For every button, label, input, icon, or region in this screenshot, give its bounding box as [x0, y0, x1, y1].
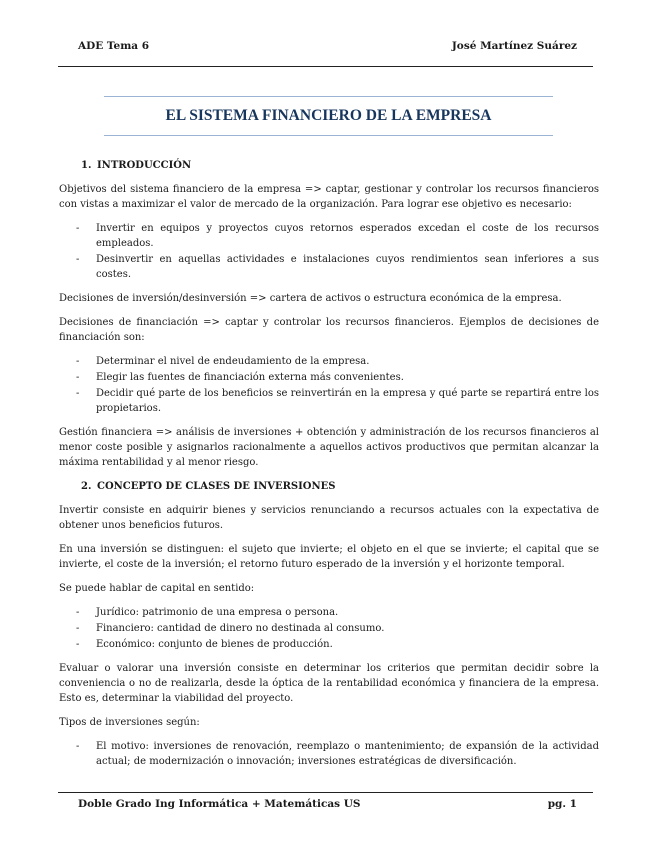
- section-title: CONCEPTO DE CLASES DE INVERSIONES: [97, 481, 336, 492]
- list-item: - El motivo: inversiones de renovación, reemplazo o mantenimiento; de expansión de la actividad actual; de modernización o innovación; inversiones estratégicas de diversificación.: [59, 739, 599, 769]
- paragraph: Objetivos del sistema financiero de la empresa => captar, gestionar y controlar los recursos financieros con vistas a maximizar el valor de mercado de la organización. Para lograr ese objetivo es necesario:: [59, 184, 599, 210]
- section-title: INTRODUCCIÓN: [97, 160, 192, 171]
- header-rule: [58, 66, 593, 67]
- page-number: pg. 1: [547, 798, 577, 810]
- bullet-list: [59, 739, 599, 769]
- section-number: 2.: [81, 481, 92, 492]
- paragraph: Gestión financiera => análisis de inversiones + obtención y administración de los recursos financieros al menor coste posible y asignarlos racionalmente a aquellos activos productivos que permitan alcanzar la máxima rentabilidad y al menor riesgo.: [59, 427, 599, 468]
- bullet-list: [59, 221, 599, 282]
- document-body: [59, 158, 599, 778]
- section-heading-introduccion: [81, 158, 599, 173]
- title-text: EL SISTEMA FINANCIERO DE LA EMPRESA: [165, 107, 492, 124]
- section-heading-inversiones: [81, 479, 599, 494]
- footer-degree: Doble Grado Ing Informática + Matemáticas US: [78, 798, 361, 810]
- section-number: 1.: [81, 160, 92, 171]
- bullet-list: [59, 354, 599, 416]
- document-title: [104, 96, 553, 136]
- list-item: - Invertir en equipos y proyectos cuyos retornos esperados excedan el coste de los recursos empleados.: [59, 221, 599, 251]
- bullet-list: [59, 605, 599, 652]
- header-author: José Martínez Suárez: [451, 40, 577, 52]
- list-item: - Económico: conjunto de bienes de producción.: [59, 637, 599, 652]
- page-footer: [78, 798, 577, 810]
- list-item: - Financiero: cantidad de dinero no destinada al consumo.: [59, 621, 599, 636]
- paragraph: Decisiones de financiación => captar y controlar los recursos financieros. Ejemplos de decisiones de financiación son:: [59, 317, 599, 343]
- footer-rule: [58, 792, 593, 793]
- page-header: [78, 40, 577, 52]
- paragraph: Evaluar o valorar una inversión consiste en determinar los criterios que permitan decidir sobre la conveniencia o no de realizarla, desde la óptica de la rentabilidad económica y financiera de la empresa. Esto es, determinar la viabilidad del proyecto.: [59, 663, 599, 704]
- list-item: - Jurídico: patrimonio de una empresa o persona.: [59, 605, 599, 620]
- paragraph: Tipos de inversiones según:: [59, 717, 200, 728]
- paragraph: Se puede hablar de capital en sentido:: [59, 583, 255, 594]
- list-item: - Decidir qué parte de los beneficios se reinvertirán en la empresa y qué parte se repartirá entre los propietarios.: [59, 386, 599, 416]
- paragraph: En una inversión se distinguen: el sujeto que invierte; el objeto en el que se invierte; el capital que se invierte, el coste de la inversión; el retorno futuro esperado de la inversión y el horizonte temporal.: [59, 544, 599, 570]
- paragraph: Decisiones de inversión/desinversión => cartera de activos o estructura económica de la empresa.: [59, 293, 562, 304]
- header-course: ADE Tema 6: [78, 40, 150, 52]
- paragraph: Invertir consiste en adquirir bienes y servicios renunciando a recursos actuales con la expectativa de obtener unos beneficios futuros.: [59, 505, 599, 531]
- list-item: - Elegir las fuentes de financiación externa más convenientes.: [59, 370, 599, 385]
- list-item: - Desinvertir en aquellas actividades e instalaciones cuyos rendimientos sean inferiores a sus costes.: [59, 252, 599, 282]
- list-item: - Determinar el nivel de endeudamiento de la empresa.: [59, 354, 599, 369]
